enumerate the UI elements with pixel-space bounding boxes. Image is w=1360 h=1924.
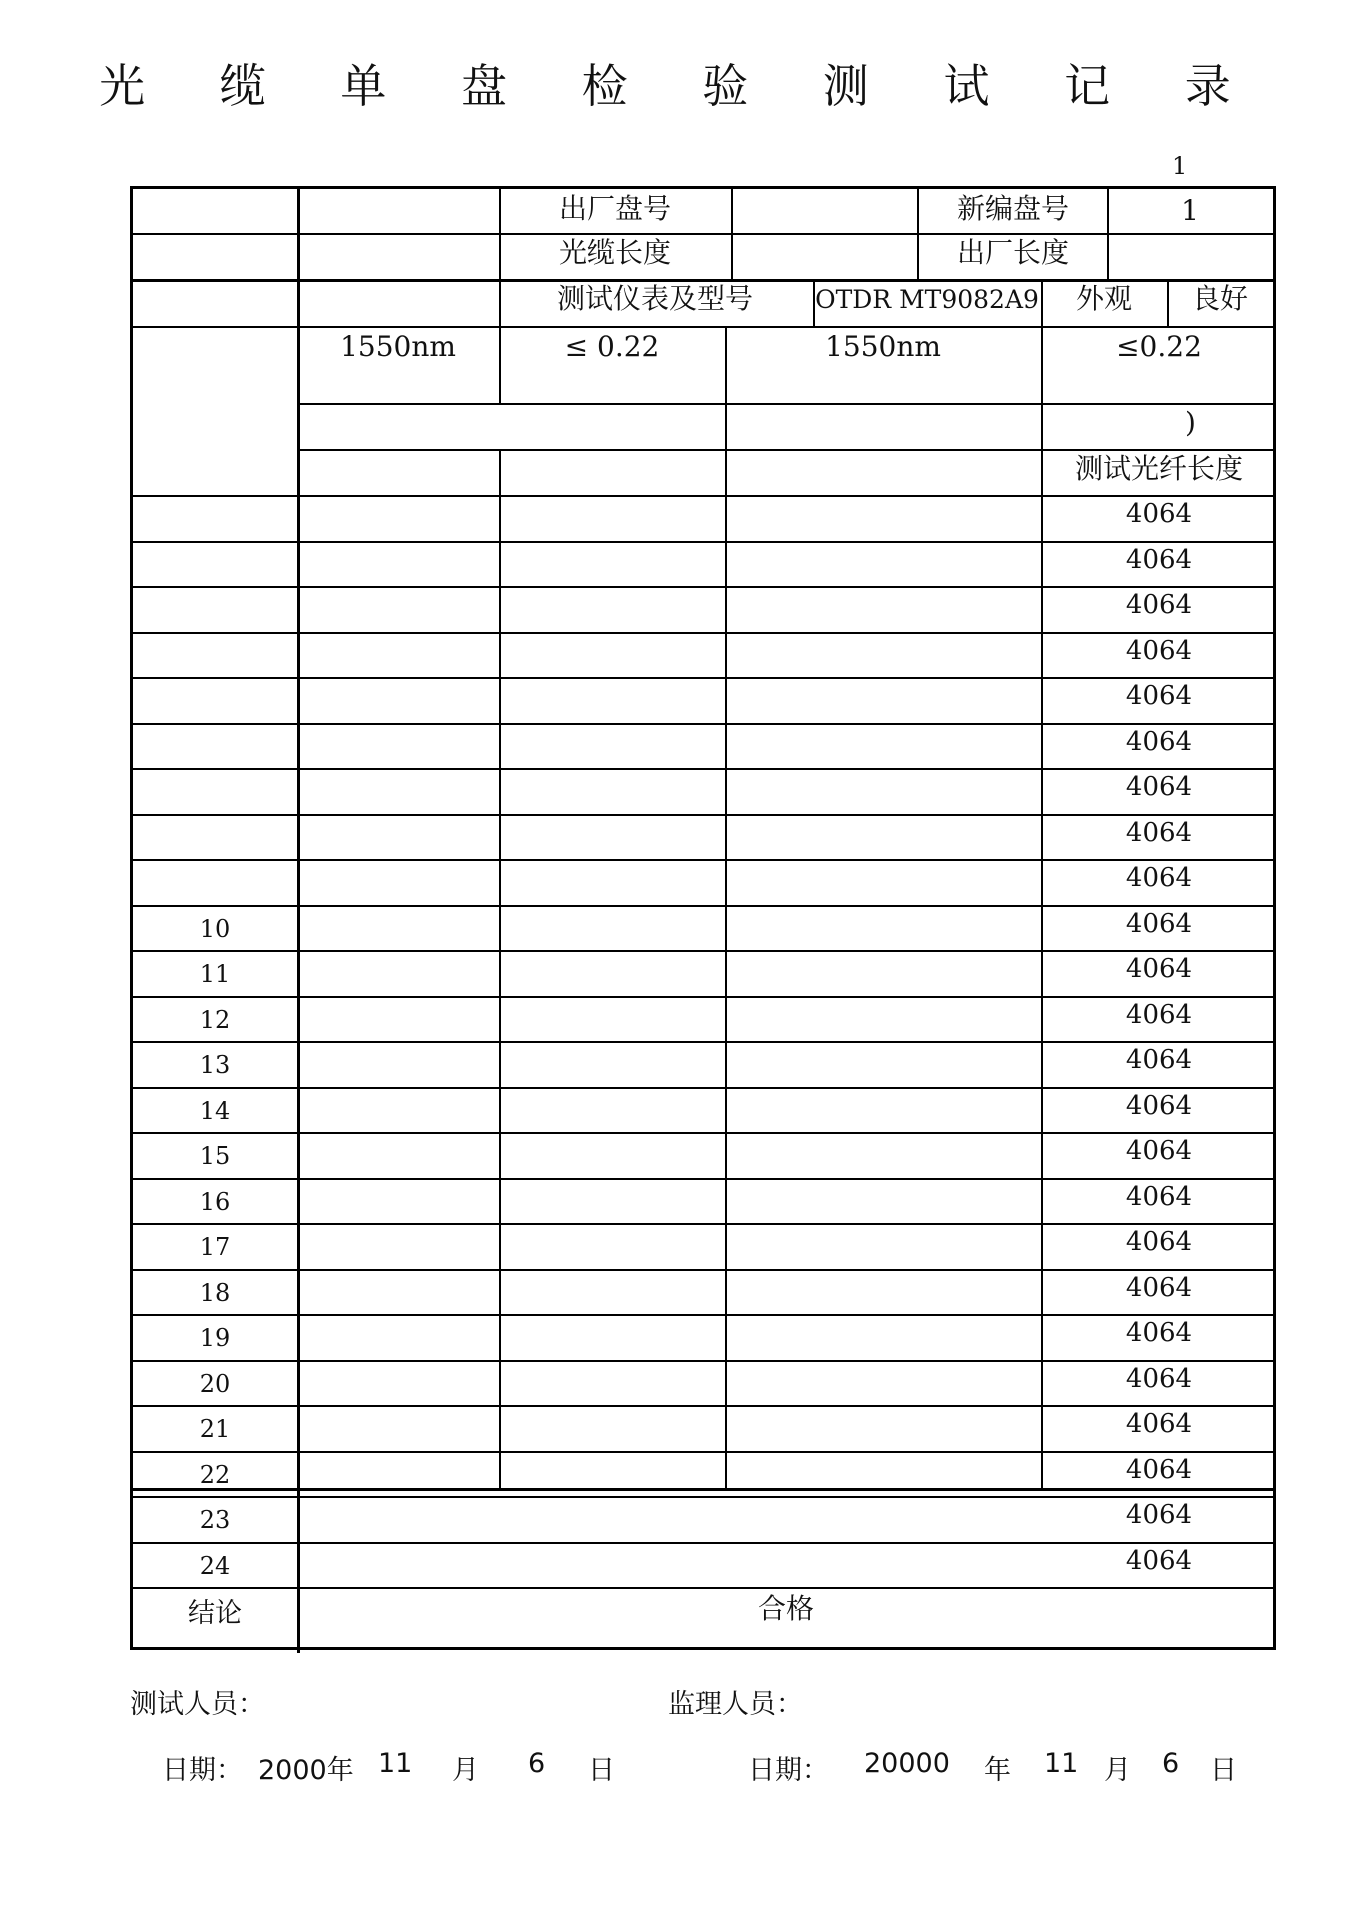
fiber-length-value: 4064 [1125,1182,1193,1212]
date-right-month-unit: 月 [1104,1755,1131,1786]
document-title: 光 缆 单 盘 检 验 测 试 记 录 [99,59,1261,113]
new-reel-value: 1 [1181,194,1199,227]
fiber-length-value: 4064 [1125,499,1193,529]
row-number: 12 [199,1006,231,1034]
factory-length-label: 出厂长度 [956,236,1070,269]
fiber-length-value: 4064 [1125,1045,1193,1075]
new-reel-label: 新编盘号 [956,192,1070,225]
record-table [130,186,1276,1650]
date-left-year: 2000年 [258,1755,354,1786]
date-right-label: 日期： [748,1755,829,1786]
fiber-length-value: 4064 [1125,1455,1193,1485]
fiber-length-value: 4064 [1125,1000,1193,1030]
row-number: 15 [199,1142,231,1170]
row-number: 19 [199,1324,231,1352]
date-left-day-unit: 日 [588,1755,615,1786]
fiber-length-value: 4064 [1125,1409,1193,1439]
row-number: 13 [199,1051,231,1079]
loss-limit-2: ≤0.22 [1116,330,1202,363]
fiber-length-value: 4064 [1125,1227,1193,1257]
date-right-day: 6 [1162,1748,1180,1779]
appearance-label: 外观 [1075,282,1133,315]
conclusion-value: 合格 [757,1592,815,1625]
fiber-length-value: 4064 [1125,909,1193,939]
instrument-value: OTDR MT9082A9 [815,285,1039,314]
wavelength-2: 1550nm [825,330,941,363]
fiber-length-value: 4064 [1125,818,1193,848]
fiber-length-value: 4064 [1125,1091,1193,1121]
fiber-length-value: 4064 [1125,1546,1193,1576]
row-number: 11 [199,960,231,988]
row-number: 16 [199,1188,231,1216]
fiber-length-value: 4064 [1125,727,1193,757]
factory-reel-label: 出厂盘号 [558,192,672,225]
row-number: 22 [199,1461,231,1489]
row-number: 23 [199,1506,231,1534]
cable-length-label: 光缆长度 [558,236,672,269]
fiber-length-value: 4064 [1125,1273,1193,1303]
loss-limit-1: ≤ 0.22 [564,330,660,363]
date-right-day-unit: 日 [1210,1755,1237,1786]
fiber-length-header: 测试光纤长度 [1074,452,1244,485]
date-left-month: 11 [378,1748,413,1779]
page-number: 1 [1172,152,1188,180]
date-right-year-unit: 年 [984,1755,1011,1786]
fiber-length-value: 4064 [1125,1136,1193,1166]
date-left-month-unit: 月 [452,1755,479,1786]
fiber-length-value: 4064 [1125,636,1193,666]
supervisor-label: 监理人员： [668,1689,803,1720]
fiber-length-value: 4064 [1125,1500,1193,1530]
date-left-label: 日期： [162,1755,243,1786]
row-number: 18 [199,1279,231,1307]
row-number: 20 [199,1370,231,1398]
fiber-length-value: 4064 [1125,681,1193,711]
fiber-length-value: 4064 [1125,863,1193,893]
fiber-length-value: 4064 [1125,590,1193,620]
row-number: 24 [199,1552,231,1580]
fiber-length-value: 4064 [1125,954,1193,984]
appearance-value: 良好 [1191,282,1249,315]
row-number: 17 [199,1233,231,1261]
row-number: 21 [199,1415,231,1443]
conclusion-label: 结论 [188,1598,242,1629]
row-number: 10 [199,915,231,943]
fiber-length-value: 4064 [1125,772,1193,802]
tester-label: 测试人员： [130,1689,265,1720]
row-number: 14 [199,1097,231,1125]
date-right-month: 11 [1044,1748,1079,1779]
instrument-label: 测试仪表及型号 [556,282,754,315]
fiber-length-value: 4064 [1125,545,1193,575]
fiber-length-value: 4064 [1125,1318,1193,1348]
date-right-year: 20000 [864,1748,950,1779]
closing-paren: ) [1185,406,1196,439]
fiber-length-value: 4064 [1125,1364,1193,1394]
date-left-day: 6 [528,1748,546,1779]
wavelength-1: 1550nm [340,330,456,363]
